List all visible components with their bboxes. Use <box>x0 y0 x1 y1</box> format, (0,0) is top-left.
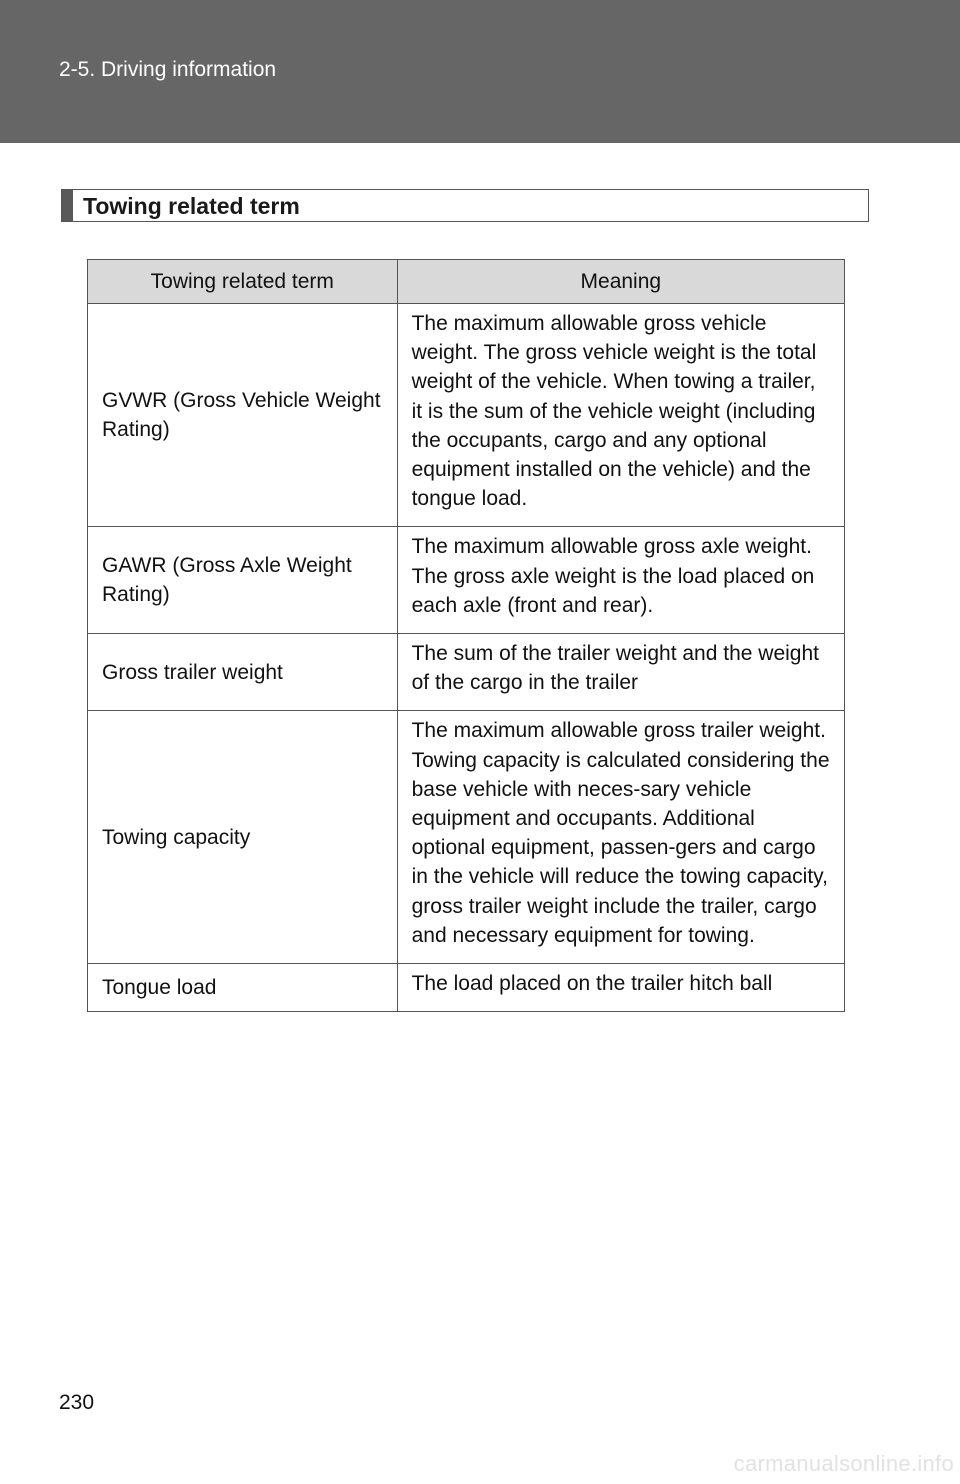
header-band <box>0 0 960 143</box>
table-row <box>88 964 845 1012</box>
term-cell: GAWR (Gross Axle Weight Rating) <box>88 527 398 634</box>
table-row <box>88 304 845 527</box>
table-row <box>88 711 845 964</box>
meaning-cell: The maximum allowable gross trailer weight. Towing capacity is calculated considering the base vehicle with neces-sary vehicle equipment and occupants. Additional optional equipment, passen-gers and cargo in the vehicle will reduce the towing capacity, gross trailer weight include the trailer, cargo and necessary equipment for towing. <box>397 711 844 964</box>
table-header-row <box>88 260 845 304</box>
page-title: Towing related term <box>83 193 300 219</box>
meaning-cell: The maximum allowable gross axle weight. The gross axle weight is the load placed on each axle (front and rear). <box>397 527 844 634</box>
column-header-meaning: Meaning <box>397 260 844 304</box>
watermark: carmanualsonline.info <box>733 1451 954 1476</box>
title-box <box>61 189 869 222</box>
table-row <box>88 634 845 711</box>
term-cell: Gross trailer weight <box>88 634 398 711</box>
title-accent-bar <box>62 190 73 221</box>
term-cell: Tongue load <box>88 964 398 1012</box>
term-cell: GVWR (Gross Vehicle Weight Rating) <box>88 304 398 527</box>
meaning-cell: The load placed on the trailer hitch ball <box>397 964 844 1012</box>
page-number: 230 <box>59 1391 95 1414</box>
terms-table <box>87 259 845 1012</box>
table-row <box>88 527 845 634</box>
section-title: 2-5. Driving information <box>59 58 277 81</box>
meaning-cell: The maximum allowable gross vehicle weight. The gross vehicle weight is the total weight of the vehicle. When towing a trailer, it is the sum of the vehicle weight (including the occupants, cargo and any optional equipment installed on the vehicle) and the tongue load. <box>397 304 844 527</box>
column-header-term: Towing related term <box>88 260 398 304</box>
meaning-cell: The sum of the trailer weight and the weight of the cargo in the trailer <box>397 634 844 711</box>
term-cell: Towing capacity <box>88 711 398 964</box>
